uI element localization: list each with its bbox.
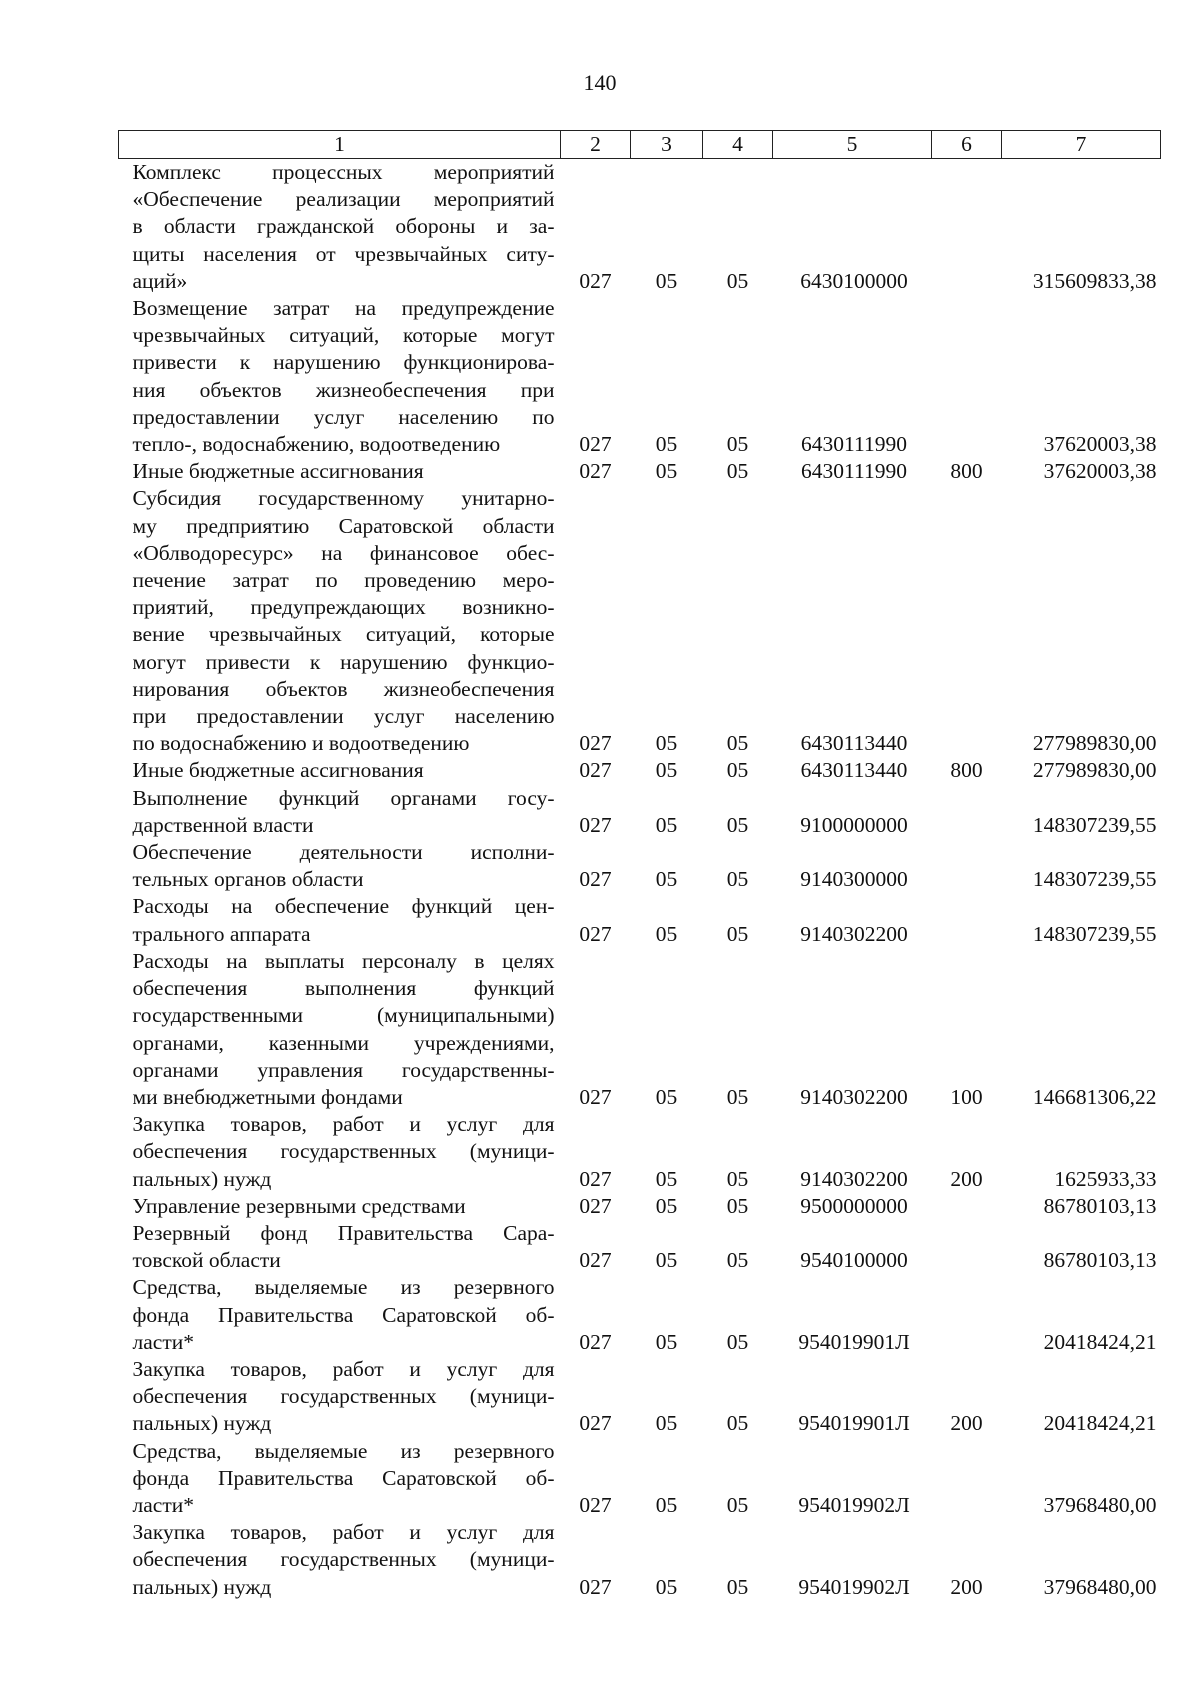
amount: 148307239,55 xyxy=(1032,921,1157,946)
table-row xyxy=(119,1193,1161,1220)
table-row xyxy=(119,785,1161,839)
subsection-code: 05 xyxy=(726,1492,749,1517)
expense-type-code xyxy=(932,839,1002,893)
amount: 37968480,00 xyxy=(1043,1492,1157,1517)
expense-type-code: 800 xyxy=(950,459,983,484)
budget-table xyxy=(118,130,1161,1601)
row-name xyxy=(119,1220,561,1274)
row-name-line: аций» xyxy=(132,268,188,293)
subsection-code: 05 xyxy=(726,1329,749,1354)
row-name-line: ния объектов жизнеобеспечения при xyxy=(132,377,555,402)
row-name-line: трального аппарата xyxy=(132,921,311,946)
table-row xyxy=(119,1274,1161,1356)
row-name xyxy=(119,1519,561,1601)
subsection-code: 05 xyxy=(726,812,749,837)
amount: 148307239,55 xyxy=(1032,812,1157,837)
expense-type-code xyxy=(932,159,1002,296)
table-row xyxy=(119,159,1161,296)
table-row xyxy=(119,1356,1161,1438)
subsection-code: 05 xyxy=(726,432,749,457)
row-name xyxy=(119,1274,561,1356)
subsection-code: 05 xyxy=(726,1166,749,1191)
row-name-line: при предоставлении услуг населению xyxy=(132,704,555,729)
row-name-line: Средства, выделяемые из резервного xyxy=(132,1438,555,1463)
expense-type-code xyxy=(932,785,1002,839)
row-name-line: привести к нарушению функционирова- xyxy=(132,350,555,375)
table-row xyxy=(119,485,1161,757)
target-article-code: 954019902Л xyxy=(798,1574,910,1599)
row-name-line: органами управления государственны- xyxy=(132,1057,555,1082)
subsection-code: 05 xyxy=(726,758,749,783)
section-code: 05 xyxy=(655,867,678,892)
table-body xyxy=(119,159,1161,1601)
target-article-code: 954019901Л xyxy=(798,1411,910,1436)
table-row xyxy=(119,1519,1161,1601)
row-name xyxy=(119,1356,561,1438)
row-name-line: ласти* xyxy=(132,1492,194,1517)
amount: 86780103,13 xyxy=(1043,1193,1157,1218)
row-name-line: Иные бюджетные ассигнования xyxy=(132,459,424,484)
header-col-6: 6 xyxy=(932,131,1002,159)
row-name-line: органами, казенными учреждениями, xyxy=(132,1030,555,1055)
subsection-code: 05 xyxy=(726,921,749,946)
row-name-line: Обеспечение деятельности исполни- xyxy=(132,840,555,865)
amount: 148307239,55 xyxy=(1032,867,1157,892)
row-name-line: пальных) нужд xyxy=(132,1166,272,1191)
ministry-code: 027 xyxy=(579,1248,612,1273)
row-name-line: Субсидия государственному унитарно- xyxy=(132,486,555,511)
row-name-line: фонда Правительства Саратовской об- xyxy=(132,1465,555,1490)
subsection-code: 05 xyxy=(726,1193,749,1218)
subsection-code: 05 xyxy=(726,1248,749,1273)
ministry-code: 027 xyxy=(579,1329,612,1354)
section-code: 05 xyxy=(655,1411,678,1436)
row-name xyxy=(119,458,561,485)
row-name xyxy=(119,159,561,296)
section-code: 05 xyxy=(655,812,678,837)
subsection-code: 05 xyxy=(726,1084,749,1109)
section-code: 05 xyxy=(655,731,678,756)
table-row xyxy=(119,839,1161,893)
table-row xyxy=(119,1438,1161,1520)
row-name xyxy=(119,485,561,757)
row-name-line: ласти* xyxy=(132,1329,194,1354)
amount: 20418424,21 xyxy=(1043,1329,1157,1354)
ministry-code: 027 xyxy=(579,1492,612,1517)
header-col-4: 4 xyxy=(703,131,773,159)
row-name-line: чрезвычайных ситуаций, которые могут xyxy=(132,323,555,348)
row-name xyxy=(119,893,561,947)
target-article-code: 954019902Л xyxy=(798,1492,910,1517)
table-row xyxy=(119,1111,1161,1193)
amount: 20418424,21 xyxy=(1043,1411,1157,1436)
row-name-line: Расходы на обеспечение функций цен- xyxy=(132,894,555,919)
ministry-code: 027 xyxy=(579,268,612,293)
target-article-code: 9140300000 xyxy=(800,867,908,892)
amount: 37968480,00 xyxy=(1043,1574,1157,1599)
row-name-line: му предприятию Саратовской области xyxy=(132,513,555,538)
header-col-7: 7 xyxy=(1002,131,1161,159)
ministry-code: 027 xyxy=(579,812,612,837)
expense-type-code xyxy=(932,1193,1002,1220)
header-col-2: 2 xyxy=(561,131,631,159)
expense-type-code xyxy=(932,893,1002,947)
expense-type-code: 800 xyxy=(950,758,983,783)
target-article-code: 6430100000 xyxy=(800,268,908,293)
target-article-code: 6430113440 xyxy=(800,731,908,756)
expense-type-code: 200 xyxy=(950,1411,983,1436)
amount: 277989830,00 xyxy=(1032,731,1157,756)
expense-type-code xyxy=(932,1274,1002,1356)
row-name-line: Возмещение затрат на предупреждение xyxy=(132,296,555,321)
row-name-line: Иные бюджетные ассигнования xyxy=(132,758,424,783)
target-article-code: 6430111990 xyxy=(801,432,907,457)
row-name xyxy=(119,1111,561,1193)
row-name-line: Закупка товаров, работ и услуг для xyxy=(132,1520,555,1545)
table-row xyxy=(119,1220,1161,1274)
row-name-line: обеспечения выполнения функций xyxy=(132,976,555,1001)
header-col-1: 1 xyxy=(119,131,561,159)
section-code: 05 xyxy=(655,921,678,946)
page-number: 140 xyxy=(583,70,617,95)
subsection-code: 05 xyxy=(726,867,749,892)
row-name-line: Закупка товаров, работ и услуг для xyxy=(132,1112,555,1137)
amount: 315609833,38 xyxy=(1032,268,1157,293)
ministry-code: 027 xyxy=(579,1574,612,1599)
section-code: 05 xyxy=(655,1166,678,1191)
row-name-line: вение чрезвычайных ситуаций, которые xyxy=(132,622,555,647)
ministry-code: 027 xyxy=(579,731,612,756)
section-code: 05 xyxy=(655,1492,678,1517)
header-col-5: 5 xyxy=(773,131,932,159)
section-code: 05 xyxy=(655,1248,678,1273)
section-code: 05 xyxy=(655,1193,678,1218)
target-article-code: 9100000000 xyxy=(800,812,908,837)
target-article-code: 954019901Л xyxy=(798,1329,910,1354)
ministry-code: 027 xyxy=(579,921,612,946)
table-row xyxy=(119,295,1161,458)
amount: 86780103,13 xyxy=(1043,1248,1157,1273)
row-name-line: пальных) нужд xyxy=(132,1574,272,1599)
row-name-line: могут привести к нарушению функцио- xyxy=(132,649,555,674)
ministry-code: 027 xyxy=(579,1084,612,1109)
section-code: 05 xyxy=(655,1329,678,1354)
row-name xyxy=(119,839,561,893)
row-name-line: нирования объектов жизнеобеспечения xyxy=(132,676,555,701)
subsection-code: 05 xyxy=(726,459,749,484)
row-name-line: пальных) нужд xyxy=(132,1411,272,1436)
row-name-line: приятий, предупреждающих возникно- xyxy=(132,595,555,620)
subsection-code: 05 xyxy=(726,1574,749,1599)
ministry-code: 027 xyxy=(579,758,612,783)
row-name-line: обеспечения государственных (муници- xyxy=(132,1547,555,1572)
row-name-line: обеспечения государственных (муници- xyxy=(132,1139,555,1164)
table-row xyxy=(119,757,1161,784)
target-article-code: 9140302200 xyxy=(800,921,908,946)
ministry-code: 027 xyxy=(579,459,612,484)
target-article-code: 6430113440 xyxy=(800,758,908,783)
row-name-line: дарственной власти xyxy=(132,812,314,837)
subsection-code: 05 xyxy=(726,268,749,293)
expense-type-code xyxy=(932,295,1002,458)
row-name-line: государственными (муниципальными) xyxy=(132,1003,555,1028)
row-name-line: тепло-, водоснабжению, водоотведению xyxy=(132,432,501,457)
ministry-code: 027 xyxy=(579,432,612,457)
target-article-code: 9140302200 xyxy=(800,1166,908,1191)
table-row xyxy=(119,948,1161,1111)
row-name-line: Резервный фонд Правительства Сара- xyxy=(132,1220,555,1245)
row-name-line: Комплекс процессных мероприятий xyxy=(132,160,555,184)
row-name xyxy=(119,1438,561,1520)
row-name-line: щиты населения от чрезвычайных ситу- xyxy=(132,241,555,266)
target-article-code: 9140302200 xyxy=(800,1084,908,1109)
row-name-line: предоставлении услуг населению по xyxy=(132,404,555,429)
row-name-line: обеспечения государственных (муници- xyxy=(132,1384,555,1409)
section-code: 05 xyxy=(655,268,678,293)
row-name-line: в области гражданской обороны и за- xyxy=(132,214,555,239)
ministry-code: 027 xyxy=(579,867,612,892)
row-name-line: Закупка товаров, работ и услуг для xyxy=(132,1356,555,1381)
row-name-line: «Обеспечение реализации мероприятий xyxy=(132,187,555,212)
expense-type-code: 200 xyxy=(950,1574,983,1599)
row-name-line: Средства, выделяемые из резервного xyxy=(132,1275,555,1300)
row-name xyxy=(119,295,561,458)
row-name xyxy=(119,948,561,1111)
row-name-line: фонда Правительства Саратовской об- xyxy=(132,1302,555,1327)
expense-type-code: 200 xyxy=(950,1166,983,1191)
amount: 146681306,22 xyxy=(1032,1084,1157,1109)
target-article-code: 9540100000 xyxy=(800,1248,908,1273)
section-code: 05 xyxy=(655,758,678,783)
header-col-3: 3 xyxy=(631,131,703,159)
amount: 277989830,00 xyxy=(1032,758,1157,783)
target-article-code: 6430111990 xyxy=(801,459,907,484)
section-code: 05 xyxy=(655,432,678,457)
section-code: 05 xyxy=(655,1574,678,1599)
row-name-line: печение затрат по проведению меро- xyxy=(132,568,555,593)
row-name xyxy=(119,1193,561,1220)
row-name-line: тельных органов области xyxy=(132,867,364,892)
amount: 37620003,38 xyxy=(1043,459,1157,484)
row-name-line: Выполнение функций органами госу- xyxy=(132,785,555,810)
amount: 1625933,33 xyxy=(1054,1166,1157,1191)
expense-type-code xyxy=(932,485,1002,757)
ministry-code: 027 xyxy=(579,1193,612,1218)
ministry-code: 027 xyxy=(579,1166,612,1191)
row-name-line: товской области xyxy=(132,1248,281,1273)
section-code: 05 xyxy=(655,1084,678,1109)
row-name xyxy=(119,757,561,784)
row-name-line: «Облводоресурс» на финансовое обес- xyxy=(132,540,555,565)
subsection-code: 05 xyxy=(726,731,749,756)
target-article-code: 9500000000 xyxy=(800,1193,908,1218)
row-name-line: Управление резервными средствами xyxy=(132,1193,466,1218)
table-row xyxy=(119,893,1161,947)
expense-type-code: 100 xyxy=(950,1084,983,1109)
row-name-line: по водоснабжению и водоотведению xyxy=(132,731,470,756)
expense-type-code xyxy=(932,1438,1002,1520)
ministry-code: 027 xyxy=(579,1411,612,1436)
table-header xyxy=(119,131,1161,159)
row-name xyxy=(119,785,561,839)
row-name-line: Расходы на выплаты персоналу в целях xyxy=(132,948,555,973)
section-code: 05 xyxy=(655,459,678,484)
amount: 37620003,38 xyxy=(1043,432,1157,457)
subsection-code: 05 xyxy=(726,1411,749,1436)
expense-type-code xyxy=(932,1220,1002,1274)
row-name-line: ми внебюджетными фондами xyxy=(132,1084,403,1109)
table-row xyxy=(119,458,1161,485)
